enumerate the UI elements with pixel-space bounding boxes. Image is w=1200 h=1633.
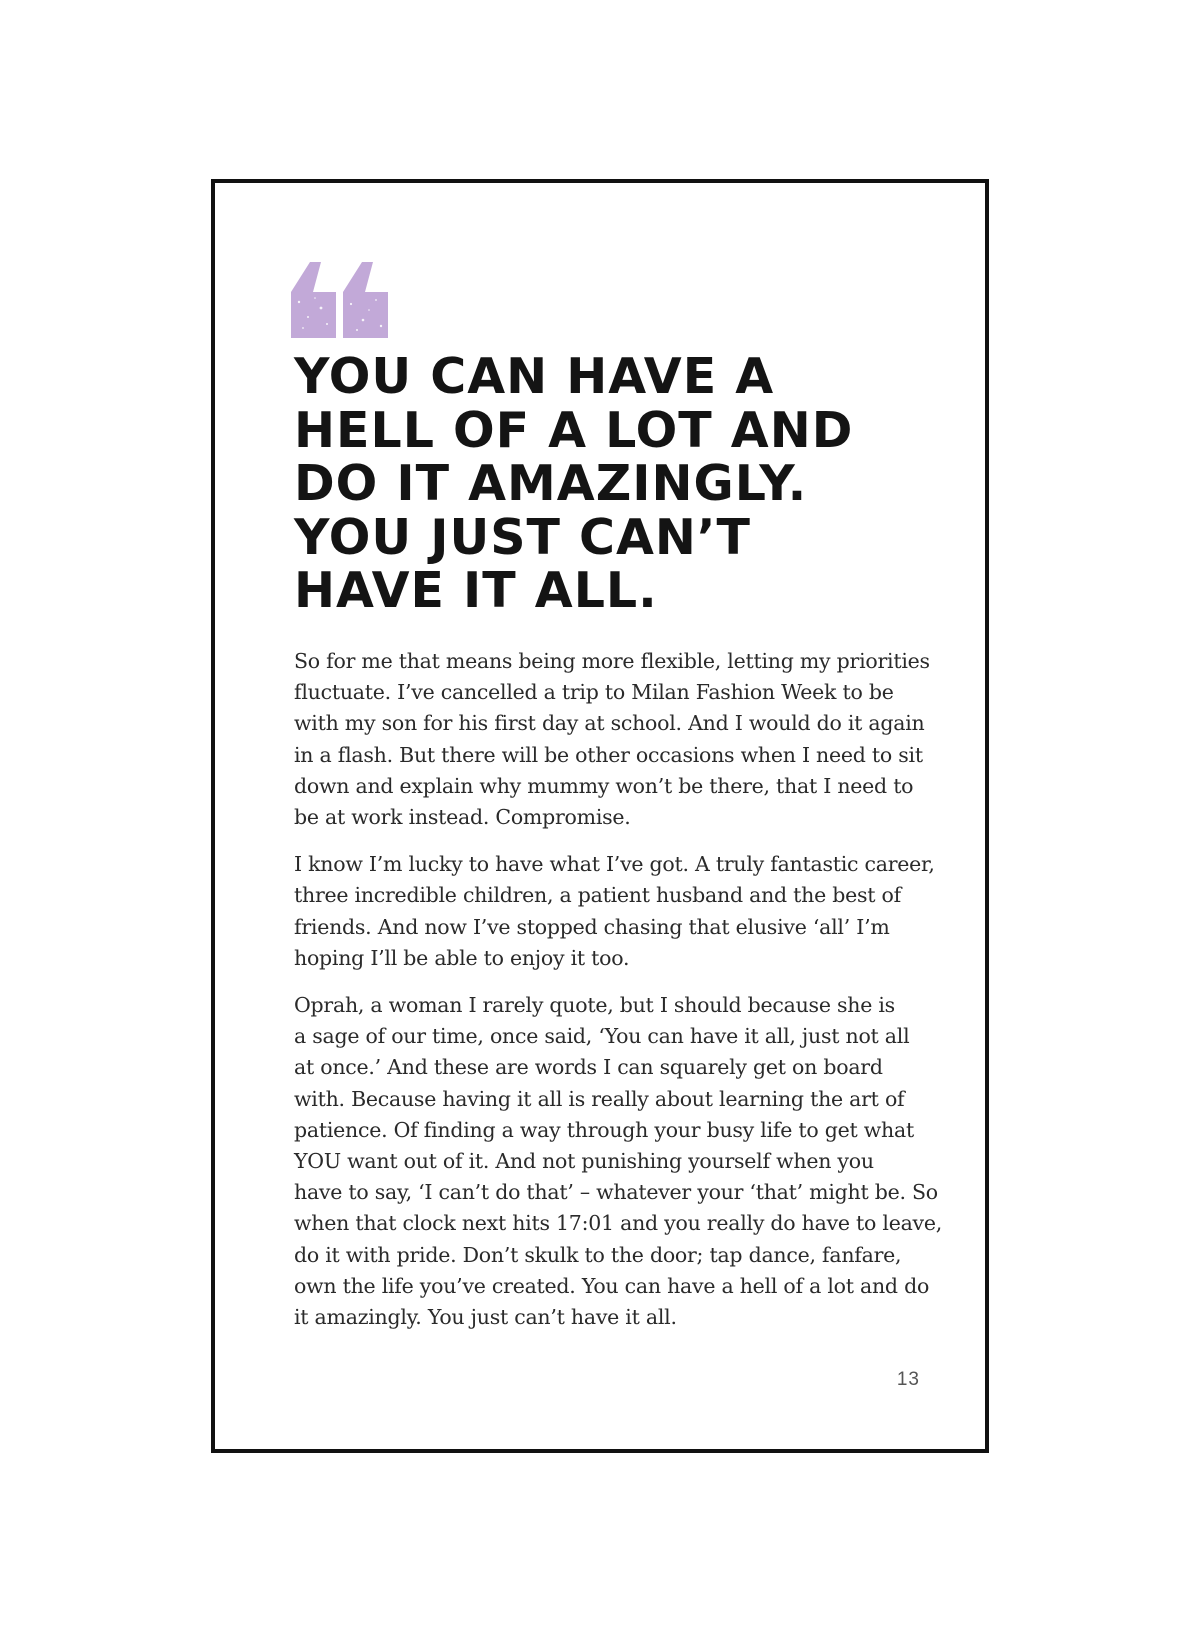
text-line: it amazingly. You just can’t have it all. [294,1305,677,1330]
text-line: down and explain why mummy won’t be there, that I need to [294,773,914,798]
headline-line: YOU JUST CAN’T [294,508,751,566]
text-line: do it with pride. Don’t skulk to the door; tap dance, fanfare, [294,1242,902,1267]
text-line: in a flash. But there will be other occasions when I need to sit [294,742,923,767]
paragraph-1 [294,646,934,833]
headline-line: YOU CAN HAVE A [294,348,775,405]
text-line: patience. Of finding a way through your busy life to get what [294,1117,914,1142]
text-line: when that clock next hits 17:01 and you really do have to leave, [294,1211,943,1236]
text-line: own the life you’ve created. You can have a hell of a lot and do [294,1273,930,1298]
pull-quote-headline [294,350,914,618]
text-line: a sage of our time, once said, ‘You can have it all, just not all [294,1024,910,1049]
text-line: have to say, ‘I can’t do that’ – whatever your ‘that’ might be. So [294,1180,938,1205]
text-line: hoping I’ll be able to enjoy it too. [294,945,630,970]
text-line: with. Because having it all is really about learning the art of [294,1086,905,1111]
text-line: I know I’m lucky to have what I’ve got. A truly fantastic career, [294,852,935,877]
text-line: fluctuate. I’ve cancelled a trip to Milan Fashion Week to be [294,680,894,705]
text-line: friends. And now I’ve stopped chasing that elusive ‘all’ I’m [294,914,890,939]
text-line: three incredible children, a patient husband and the best of [294,883,901,908]
headline-line: HELL OF A LOT AND [294,401,854,459]
headline-line: HAVE IT ALL. [294,562,658,619]
opening-double-quote-icon [291,262,391,338]
text-line: So for me that means being more flexible, letting my priorities [294,649,930,673]
page-number: 13 [896,1369,920,1390]
text-line: at once.’ And these are words I can squarely get on board [294,1055,883,1080]
paragraph-2 [294,849,934,974]
text-line: be at work instead. Compromise. [294,805,631,830]
text-line: YOU want out of it. And not punishing yourself when you [294,1149,874,1174]
headline-line: DO IT AMAZINGLY. [294,455,808,512]
text-line: Oprah, a woman I rarely quote, but I should because she is [294,993,895,1018]
body-text [294,646,943,1349]
paragraph-3 [294,990,943,1333]
text-line: with my son for his first day at school. And I would do it again [294,711,925,736]
